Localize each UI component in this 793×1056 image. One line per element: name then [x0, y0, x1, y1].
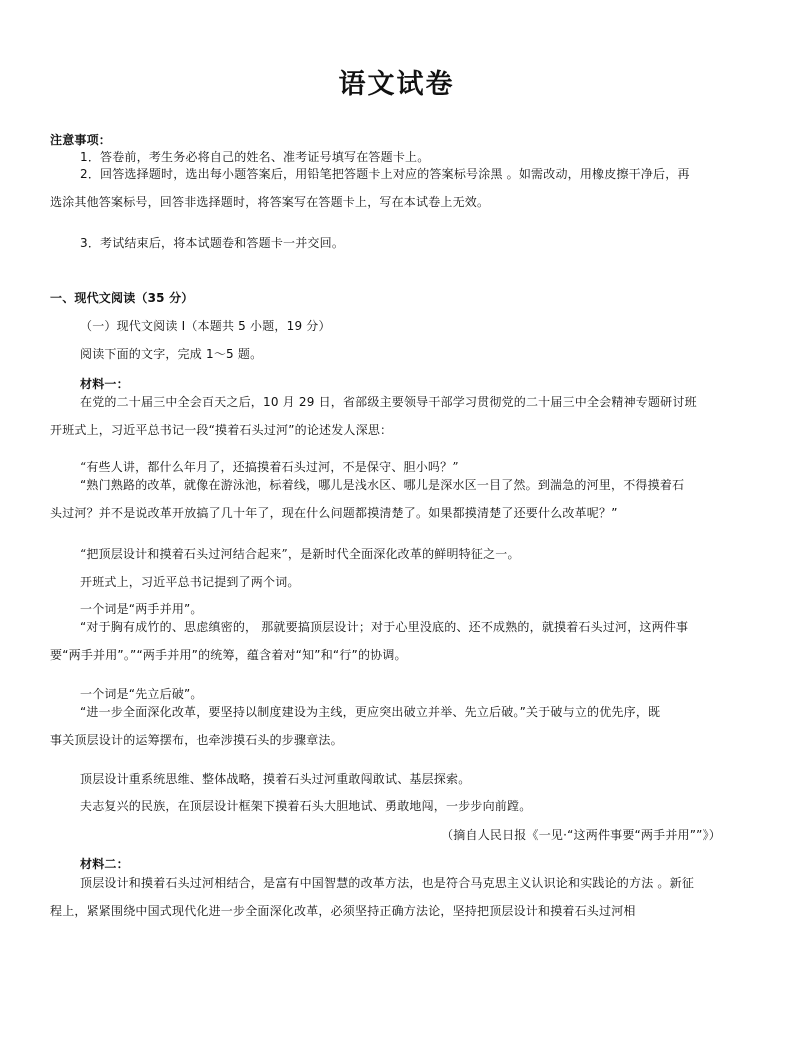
- reading-instruction: 阅读下面的文字，完成 1～5 题。: [80, 347, 263, 361]
- notice-item-2-line-1: 2．回答选择题时，选出每小题答案后，用铅笔把答题卡上对应的答案标号涂黑 。如需改动，用橡皮擦干净后，再: [80, 167, 690, 181]
- subsection-heading: （一）现代文阅读 I（本题共 5 小题，19 分）: [80, 319, 331, 333]
- section-heading: 一、现代文阅读（35 分）: [50, 291, 194, 305]
- material-2-p1-line-2: 程上，紧紧围绕中国式现代化进一步全面深化改革，必须坚持正确方法论，坚持把顶层设计和摸着石头过河相: [50, 904, 636, 918]
- material-1-p1-line-1: 在党的二十届三中全会百天之后，10 月 29 日，省部级主要领导干部学习贯彻党的二十届三中全会精神专题研讨班: [80, 395, 697, 409]
- notice-item-2-line-2: 选涂其他答案标号，回答非选择题时，将答案写在答题卡上，写在本试卷上无效。: [50, 195, 490, 209]
- word-2-quote-line-2: 事关顶层设计的运筹摆布，也牵涉摸石头的步骤章法。: [50, 733, 343, 747]
- material-1-label: 材料一：: [80, 377, 129, 391]
- material-1-p2: “把顶层设计和摸着石头过河结合起来”，是新时代全面深化改革的鲜明特征之一。: [80, 547, 520, 561]
- material-1-p1-line-2: 开班式上，习近平总书记一段“摸着石头过河”的论述发人深思：: [50, 423, 393, 437]
- word-2: 一个词是“先立后破”。: [80, 687, 203, 701]
- material-1-p5: 夫志复兴的民族，在顶层设计框架下摸着石头大胆地试、勇敢地闯，一步步向前蹚。: [80, 799, 532, 813]
- notice-heading: 注意事项：: [50, 133, 112, 147]
- quote-2-line-1: “熟门熟路的改革，就像在游泳池，标着线，哪儿是浅水区、哪儿是深水区一目了然。到湍急的河里，不得摸着石: [80, 478, 685, 492]
- notice-item-1: 1．答卷前，考生务必将自己的姓名、准考证号填写在答题卡上。: [80, 150, 430, 164]
- word-1: 一个词是“两手并用”。: [80, 602, 203, 616]
- material-1-p3: 开班式上，习近平总书记提到了两个词。: [80, 575, 300, 589]
- page-title: 语文试卷: [338, 69, 455, 100]
- material-2-label: 材料二：: [80, 857, 129, 871]
- word-1-quote-line-2: 要“两手并用”。”“两手并用”的统筹，蕴含着对“知”和“行”的协调。: [50, 648, 407, 662]
- word-1-quote-line-1: “对于胸有成竹的、思虑缜密的， 那就要搞顶层设计；对于心里没底的、还不成熟的，就摸着石头过河，这两件事: [80, 620, 689, 634]
- quote-2-line-2: 头过河？并不是说改革开放搞了几十年了，现在什么问题都摸清楚了。如果都摸清楚了还要什么改革呢？”: [50, 506, 618, 520]
- quote-1: “有些人讲，都什么年月了，还搞摸着石头过河，不是保守、胆小吗？”: [80, 460, 459, 474]
- material-2-p1-line-1: 顶层设计和摸着石头过河相结合，是富有中国智慧的改革方法，也是符合马克思主义认识论和实践论的方法 。新征: [80, 876, 695, 890]
- word-2-quote-line-1: “进一步全面深化改革，要坚持以制度建设为主线，更应突出破立并举、先立后破。”关于破与立的优先序，既: [80, 705, 661, 719]
- material-1-p4: 顶层设计重系统思维、整体战略，摸着石头过河重敢闯敢试、基层探索。: [80, 772, 471, 786]
- notice-item-3: 3．考试结束后，将本试题卷和答题卡一并交回。: [80, 236, 345, 250]
- material-1-source: （摘自人民日报《一见·“这两件事要“两手并用””》）: [441, 828, 721, 842]
